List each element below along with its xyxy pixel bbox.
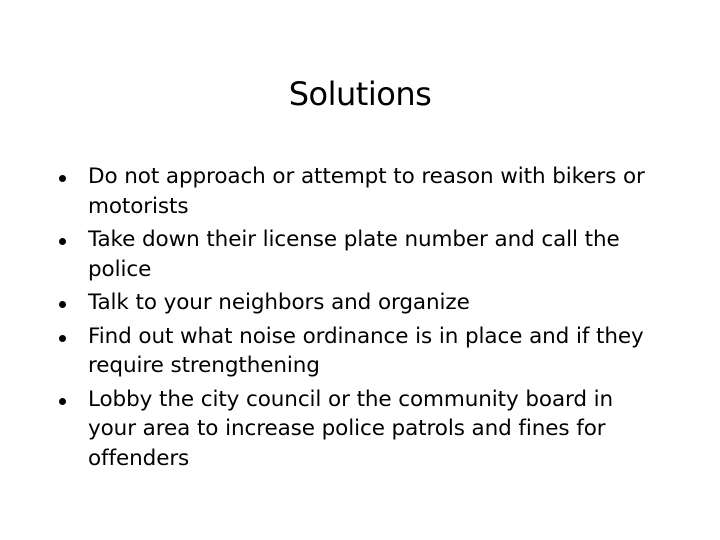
- bullet-dot-icon: [59, 301, 66, 308]
- bullet-item: [56, 322, 666, 381]
- bullet-text: Talk to your neighbors and organize: [88, 290, 470, 315]
- bullet-item: [56, 288, 666, 318]
- bullet-dot-icon: [59, 335, 66, 342]
- bullet-text: Lobby the city council or the community board in your area to increase police patrols and fines for offenders: [88, 386, 614, 471]
- bullet-dot-icon: [59, 398, 66, 405]
- bullet-text: Find out what noise ordinance is in place and if they require strengthening: [88, 323, 644, 378]
- bullet-item: [56, 225, 666, 284]
- bullet-dot-icon: [59, 175, 66, 182]
- bullet-dot-icon: [59, 238, 66, 245]
- bullet-item: [56, 385, 666, 474]
- bullet-text: Take down their license plate number and call the police: [88, 227, 620, 282]
- bullet-list: [56, 162, 666, 477]
- slide-title: Solutions: [288, 75, 432, 113]
- bullet-item: [56, 162, 666, 221]
- bullet-text: Do not approach or attempt to reason with bikers or motorists: [88, 164, 645, 219]
